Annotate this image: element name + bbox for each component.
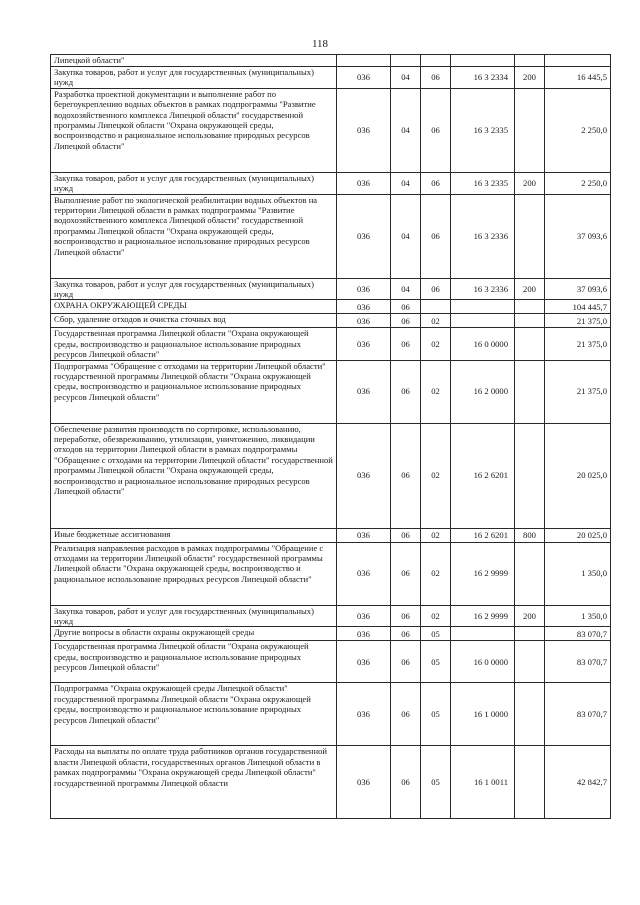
row-ved: 036 xyxy=(337,627,391,641)
row-name: Выполнение работ по экологической реабилитации водных объектов на территории Липецкой области в рамках подпрограммы "Развитие водохозяйственного комплекса Липецкой области" государственной программы Липецкой области "Охрана окружающей среды, воспроизводство и рациональное использование природных ресурсов Липецкой области" xyxy=(51,194,337,278)
row-csr xyxy=(451,300,515,314)
table-row xyxy=(51,55,611,67)
row-pr: 05 xyxy=(421,683,451,746)
row-vr xyxy=(515,88,545,172)
row-sum: 2 250,0 xyxy=(545,172,611,194)
row-sum: 104 445,7 xyxy=(545,300,611,314)
row-pr: 06 xyxy=(421,278,451,300)
row-name: Закупка товаров, работ и услуг для государственных (муниципальных) нужд xyxy=(51,67,337,89)
row-csr xyxy=(451,627,515,641)
row-rz: 04 xyxy=(391,278,421,300)
row-sum: 20 025,0 xyxy=(545,423,611,528)
table-row xyxy=(51,300,611,314)
row-ved: 036 xyxy=(337,194,391,278)
row-rz: 06 xyxy=(391,314,421,328)
row-pr: 02 xyxy=(421,314,451,328)
page-number: 118 xyxy=(311,38,329,50)
row-csr: 16 0 0000 xyxy=(451,641,515,683)
row-rz xyxy=(391,55,421,67)
table-row xyxy=(51,605,611,627)
row-sum: 37 093,6 xyxy=(545,194,611,278)
row-name: Другие вопросы в области охраны окружающей среды xyxy=(51,627,337,641)
row-ved: 036 xyxy=(337,542,391,605)
row-ved: 036 xyxy=(337,528,391,542)
row-rz: 06 xyxy=(391,683,421,746)
row-pr: 05 xyxy=(421,641,451,683)
row-pr: 02 xyxy=(421,605,451,627)
row-csr: 16 3 2336 xyxy=(451,278,515,300)
row-ved: 036 xyxy=(337,641,391,683)
row-pr: 06 xyxy=(421,67,451,89)
row-name: Государственная программа Липецкой области "Охрана окружающей среды, воспроизводство и рациональное использование природных ресурсов Липецкой области" xyxy=(51,328,337,360)
row-csr: 16 3 2336 xyxy=(451,194,515,278)
row-vr xyxy=(515,746,545,819)
row-sum xyxy=(545,55,611,67)
row-vr xyxy=(515,194,545,278)
row-name: Закупка товаров, работ и услуг для государственных (муниципальных) нужд xyxy=(51,278,337,300)
row-rz: 06 xyxy=(391,528,421,542)
row-rz: 06 xyxy=(391,360,421,423)
row-name: Закупка товаров, работ и услуг для государственных (муниципальных) нужд xyxy=(51,172,337,194)
row-name: Подпрограмма "Обращение с отходами на территории Липецкой области" государственной программы Липецкой области "Охрана окружающей среды, воспроизводство и рациональное использование природных ресурсов Липецкой области" xyxy=(51,360,337,423)
row-name: Подпрограмма "Охрана окружающей среды Липецкой области" государственной программы Липецкой области "Охрана окружающей среды, воспроизводство и рациональное использование природных ресурсов Липецкой области" xyxy=(51,683,337,746)
row-pr: 05 xyxy=(421,627,451,641)
row-ved: 036 xyxy=(337,328,391,360)
row-csr xyxy=(451,314,515,328)
table-row xyxy=(51,314,611,328)
table-row xyxy=(51,683,611,746)
row-csr: 16 2 9999 xyxy=(451,605,515,627)
row-pr: 02 xyxy=(421,423,451,528)
row-sum: 42 842,7 xyxy=(545,746,611,819)
row-sum: 1 350,0 xyxy=(545,605,611,627)
row-sum: 21 375,0 xyxy=(545,328,611,360)
row-name: Обеспечение развития производств по сортировке, использованию, переработке, обезвреживанию, утилизации, уничтожению, ликвидации отходов на территории Липецкой области в рамках подпрограммы "Обращение с отходами на территории Липецкой области" государственной программы Липецкой области "Охрана окружающей среды, воспроизводство и рациональное использование природных ресурсов Липецкой области" xyxy=(51,423,337,528)
row-name: ОХРАНА ОКРУЖАЮЩЕЙ СРЕДЫ xyxy=(51,300,337,314)
table-row xyxy=(51,67,611,89)
row-vr xyxy=(515,360,545,423)
row-csr: 16 1 0000 xyxy=(451,683,515,746)
row-vr: 800 xyxy=(515,528,545,542)
row-ved: 036 xyxy=(337,300,391,314)
table-row xyxy=(51,627,611,641)
row-rz: 06 xyxy=(391,746,421,819)
row-ved: 036 xyxy=(337,67,391,89)
row-vr xyxy=(515,328,545,360)
row-pr: 02 xyxy=(421,528,451,542)
row-csr: 16 3 2335 xyxy=(451,88,515,172)
row-sum: 83 070,7 xyxy=(545,683,611,746)
row-sum: 2 250,0 xyxy=(545,88,611,172)
row-rz: 06 xyxy=(391,328,421,360)
row-pr: 02 xyxy=(421,542,451,605)
row-csr: 16 3 2334 xyxy=(451,67,515,89)
row-vr xyxy=(515,55,545,67)
table-row xyxy=(51,278,611,300)
row-name: Разработка проектной документации и выполнение работ по берегоукреплению водных объектов в рамках подпрограммы "Развитие водохозяйственного комплекса Липецкой области" государственной программы Липецкой области "Охрана окружающей среды, воспроизводство и рациональное использование природных ресурсов Липецкой области" xyxy=(51,88,337,172)
row-csr xyxy=(451,55,515,67)
row-name: Липецкой области" xyxy=(51,55,337,67)
row-name: Реализация направления расходов в рамках подпрограммы "Обращение с отходами на территории Липецкой области" государственной программы Липецкой области "Охрана окружающей среды, воспроизводство и рациональное использование природных ресурсов Липецкой области" xyxy=(51,542,337,605)
row-ved: 036 xyxy=(337,314,391,328)
table-row xyxy=(51,88,611,172)
row-name: Расходы на выплаты по оплате труда работников органов государственной власти Липецкой области, государственных органов Липецкой области в рамках подпрограммы "Охрана окружающей среды Липецкой области" государственной программы Липецкой области xyxy=(51,746,337,819)
row-csr: 16 2 6201 xyxy=(451,423,515,528)
row-sum: 1 350,0 xyxy=(545,542,611,605)
table-row xyxy=(51,542,611,605)
row-sum: 21 375,0 xyxy=(545,314,611,328)
row-csr: 16 2 9999 xyxy=(451,542,515,605)
table-row xyxy=(51,528,611,542)
row-sum: 20 025,0 xyxy=(545,528,611,542)
row-rz: 06 xyxy=(391,627,421,641)
row-vr: 200 xyxy=(515,172,545,194)
row-rz: 06 xyxy=(391,542,421,605)
table-row xyxy=(51,423,611,528)
row-vr xyxy=(515,627,545,641)
table-row xyxy=(51,641,611,683)
row-sum: 16 445,5 xyxy=(545,67,611,89)
row-rz: 06 xyxy=(391,641,421,683)
budget-table xyxy=(50,54,611,819)
row-ved: 036 xyxy=(337,746,391,819)
row-csr: 16 2 6201 xyxy=(451,528,515,542)
row-ved: 036 xyxy=(337,172,391,194)
table-row xyxy=(51,194,611,278)
row-ved xyxy=(337,55,391,67)
row-name: Закупка товаров, работ и услуг для государственных (муниципальных) нужд xyxy=(51,605,337,627)
row-rz: 06 xyxy=(391,605,421,627)
row-ved: 036 xyxy=(337,88,391,172)
row-rz: 04 xyxy=(391,88,421,172)
table-row xyxy=(51,746,611,819)
row-ved: 036 xyxy=(337,683,391,746)
row-csr: 16 1 0011 xyxy=(451,746,515,819)
row-vr: 200 xyxy=(515,278,545,300)
row-rz: 06 xyxy=(391,423,421,528)
row-vr: 200 xyxy=(515,67,545,89)
row-csr: 16 0 0000 xyxy=(451,328,515,360)
row-rz: 04 xyxy=(391,194,421,278)
row-vr xyxy=(515,641,545,683)
row-rz: 04 xyxy=(391,172,421,194)
table-row xyxy=(51,172,611,194)
row-name: Иные бюджетные ассигнования xyxy=(51,528,337,542)
row-vr xyxy=(515,683,545,746)
row-vr xyxy=(515,542,545,605)
table-row xyxy=(51,328,611,360)
row-rz: 06 xyxy=(391,300,421,314)
row-pr: 05 xyxy=(421,746,451,819)
row-pr xyxy=(421,55,451,67)
row-ved: 036 xyxy=(337,360,391,423)
row-sum: 83 070,7 xyxy=(545,627,611,641)
row-sum: 83 070,7 xyxy=(545,641,611,683)
row-pr: 02 xyxy=(421,328,451,360)
row-vr: 200 xyxy=(515,605,545,627)
row-rz: 04 xyxy=(391,67,421,89)
row-pr: 02 xyxy=(421,360,451,423)
row-pr: 06 xyxy=(421,194,451,278)
row-pr: 06 xyxy=(421,172,451,194)
row-vr xyxy=(515,314,545,328)
row-csr: 16 3 2335 xyxy=(451,172,515,194)
row-vr xyxy=(515,300,545,314)
row-ved: 036 xyxy=(337,423,391,528)
row-name: Сбор, удаление отходов и очистка сточных вод xyxy=(51,314,337,328)
row-ved: 036 xyxy=(337,278,391,300)
row-pr: 06 xyxy=(421,88,451,172)
row-name: Государственная программа Липецкой области "Охрана окружающей среды, воспроизводство и рациональное использование природных ресурсов Липецкой области" xyxy=(51,641,337,683)
row-pr xyxy=(421,300,451,314)
row-sum: 21 375,0 xyxy=(545,360,611,423)
row-csr: 16 2 0000 xyxy=(451,360,515,423)
row-sum: 37 093,6 xyxy=(545,278,611,300)
table-row xyxy=(51,360,611,423)
row-ved: 036 xyxy=(337,605,391,627)
row-vr xyxy=(515,423,545,528)
